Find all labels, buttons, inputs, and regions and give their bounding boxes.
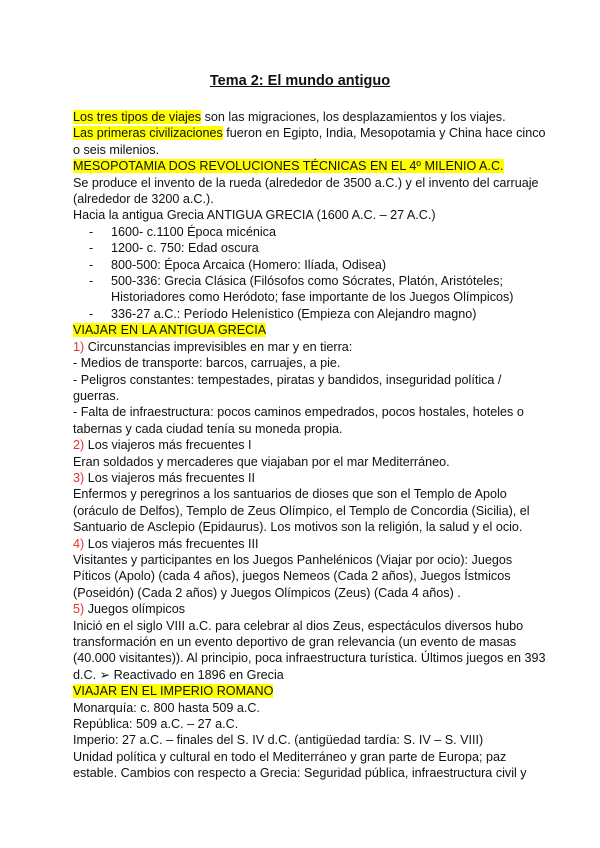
paragraph-civilizations: Las primeras civilizaciones fueron en Egipto, India, Mesopotamia y China hace cinco bbox=[73, 126, 546, 141]
text-line: Monarquía: c. 800 hasta 509 a.C. bbox=[73, 700, 260, 715]
text-line: guerras. bbox=[73, 388, 120, 403]
text-line: Imperio: 27 a.C. – finales del S. IV d.C. (antigüedad tardía: S. IV – S. VIII) bbox=[73, 733, 484, 748]
highlight-civilizations: Las primeras civilizaciones bbox=[73, 126, 223, 141]
text-line: Eran soldados y mercaderes que viajaban por el mar Mediterráneo. bbox=[73, 454, 450, 469]
section-heading-roma: VIAJAR EN EL IMPERIO ROMANO bbox=[73, 684, 274, 699]
subsection-5: 5) Juegos olímpicos bbox=[73, 602, 186, 617]
text-line: (alrededor de 3200 a.C.). bbox=[73, 192, 214, 207]
text-line: Hacia la antigua Grecia ANTIGUA GRECIA (1600 A.C. – 27 A.C.) bbox=[73, 208, 436, 223]
text-line: Píticos (Apolo) (cada 4 años), juegos Nemeos (Cada 2 años), Juegos Ístmicos bbox=[73, 569, 511, 584]
text-line: República: 509 a.C. – 27 a.C. bbox=[73, 717, 239, 732]
list-item-period: - 336-27 a.C.: Período Helenístico (Empieza con Alejandro magno) bbox=[73, 306, 600, 322]
text-line: Inició en el siglo VIII a.C. para celebrar al dios Zeus, espectáculos diversos hubo bbox=[73, 618, 524, 633]
text-line: transformación en un evento deportivo de gran relevancia (un evento de masas bbox=[73, 635, 517, 649]
section-heading-grecia: VIAJAR EN LA ANTIGUA GRECIA bbox=[73, 323, 267, 338]
list-item-period: - 800-500: Época Arcaica (Homero: Ilíada, Odisea) bbox=[73, 257, 600, 273]
text-line: Unidad política y cultural en todo el Mediterráneo y gran parte de Europa; paz bbox=[73, 749, 507, 764]
paragraph-civilizations-cont: o seis milenios. bbox=[73, 142, 160, 157]
greek-periods-list bbox=[73, 224, 600, 322]
text-line: Visitantes y participantes en los Juegos Panhelénicos (Viajar por ocio): Juegos bbox=[73, 552, 513, 567]
text-line: tabernas y cada ciudad tenía su moneda propia. bbox=[73, 421, 343, 436]
section-heading-mesopotamia: MESOPOTAMIA DOS REVOLUCIONES TÉCNICAS EN EL 4º MILENIO A.C. bbox=[73, 159, 504, 174]
highlight-travel-types: Los tres tipos de viajes bbox=[73, 110, 202, 124]
text-line: d.C. ➢ Reactivado en 1896 en Grecia bbox=[73, 667, 284, 682]
text-line: (oráculo de Delfos), Templo de Zeus Olímpico, el Templo de Concordia (Sicilia), el bbox=[73, 503, 530, 518]
subsection-2: 2) Los viajeros más frecuentes I bbox=[73, 438, 252, 453]
subsection-1: 1) Circunstancias imprevisibles en mar y en tierra: bbox=[73, 339, 353, 354]
list-item-period: - 500-336: Grecia Clásica (Filósofos como Sócrates, Platón, Aristóteles; Historiadores como Heródoto; fase importante de los Juegos Olímpicos) bbox=[73, 273, 600, 306]
text-line: (Poseidón) (Cada 2 años) y Juegos Olímpicos (Zeus) (Cada 4 años) . bbox=[73, 585, 461, 600]
text-line: estable. Cambios con respecto a Grecia: Seguridad pública, infraestructura civil y bbox=[73, 766, 527, 781]
subsection-3: 3) Los viajeros más frecuentes II bbox=[73, 470, 255, 485]
list-item-period: - 1200- c. 750: Edad oscura bbox=[73, 240, 600, 256]
text-line: - Medios de transporte: barcos, carruajes, a pie. bbox=[73, 356, 341, 371]
text-line: Enfermos y peregrinos a los santuarios de dioses que son el Templo de Apolo bbox=[73, 487, 507, 502]
subsection-4: 4) Los viajeros más frecuentes III bbox=[73, 536, 259, 551]
text-line: - Peligros constantes: tempestades, piratas y bandidos, inseguridad política / bbox=[73, 372, 502, 387]
text-line: (40.000 visitantes)). Al principio, poca infraestructura turística. Últimos juegos en 393 bbox=[73, 651, 546, 666]
paragraph-travel-types: Los tres tipos de viajes son las migraciones, los desplazamientos y los viajes. bbox=[73, 110, 506, 124]
page-title: Tema 2: El mundo antiguo bbox=[209, 73, 391, 89]
text-line: Santuario de Asclepio (Epidaurus). Los motivos son la religión, la salud y el ocio. bbox=[73, 520, 523, 535]
list-item-period: - 1600- c.1100 Época micénica bbox=[73, 224, 600, 240]
text-line: Se produce el invento de la rueda (alrededor de 3500 a.C.) y el invento del carruaje bbox=[73, 175, 539, 190]
text-line: - Falta de infraestructura: pocos caminos empedrados, pocos hostales, hoteles o bbox=[73, 405, 524, 420]
